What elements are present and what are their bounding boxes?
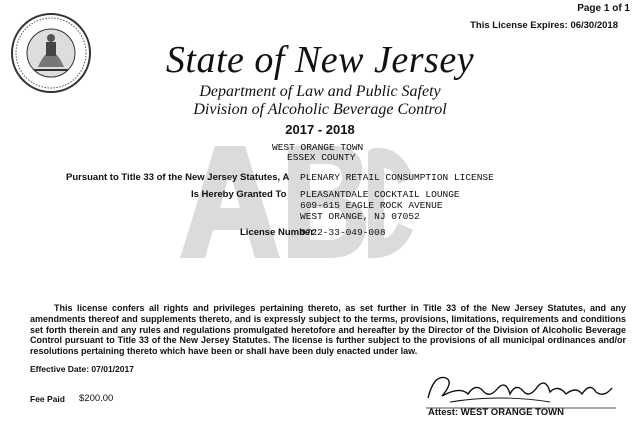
licensee-name: PLEASANTDALE COCKTAIL LOUNGE <box>300 189 460 200</box>
signature-icon <box>420 368 620 410</box>
licensee-address: 609-615 EAGLE ROCK AVENUE <box>300 200 443 211</box>
department-name: Department of Law and Public Safety <box>199 83 441 100</box>
license-year: 2017 - 2018 <box>285 122 355 137</box>
license-expiration: This License Expires: 06/30/2018 <box>470 20 618 31</box>
page-number: Page 1 of 1 <box>577 3 630 14</box>
license-number: 0722-33-049-008 <box>300 227 386 238</box>
county: ESSEX COUNTY <box>287 152 356 163</box>
licensee-city: WEST ORANGE, NJ 07052 <box>300 211 420 222</box>
state-seal-icon <box>10 12 92 94</box>
attest-line: Attest: WEST ORANGE TOWN <box>428 407 564 418</box>
pursuant-label: Pursuant to Title 33 of the New Jersey Statutes, A <box>66 172 290 183</box>
license-terms-paragraph: This license confers all rights and privileges pertaining thereto, as set further in Title 33 of the New Jersey Statutes, and any amendments thereof and supplements thereto, and is expressly subject to the terms, provisions, limitations, requirements and conditions set forth therein and any rules and regulations promulgated heretofore and hereafter by the Director of the Division of Alcoholic Beverage Control pursuant to Title 33 of the New Jersey Statutes. The license is further subject to the provisions of all municipal ordinances and/or resolutions pertaining thereto which have been or shall have been duly enacted under law. <box>30 303 626 357</box>
license-number-label: License Number: <box>240 227 318 238</box>
granted-to-label: Is Hereby Granted To <box>191 189 287 200</box>
license-type: PLENARY RETAIL CONSUMPTION LICENSE <box>300 172 494 183</box>
fee-paid-value: $200.00 <box>79 393 114 404</box>
municipality: WEST ORANGE TOWN <box>272 142 364 153</box>
effective-date: Effective Date: 07/01/2017 <box>30 364 134 374</box>
division-name: Division of Alcoholic Beverage Control <box>193 101 447 118</box>
fee-paid-label: Fee Paid <box>30 394 65 404</box>
state-title: State of New Jersey <box>165 39 475 81</box>
